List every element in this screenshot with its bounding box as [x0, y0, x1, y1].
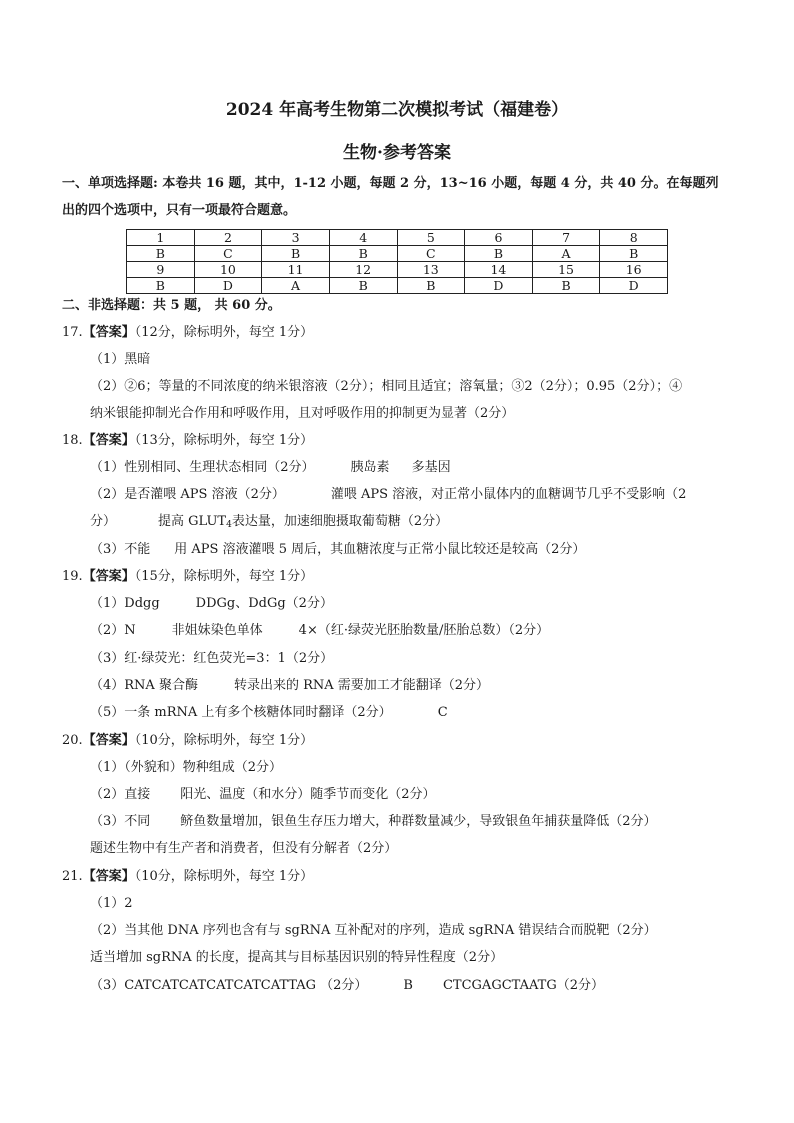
- q17-header: [62, 324, 313, 341]
- q18-score-note: （13分，除标明外，每空 1分）: [134, 433, 314, 448]
- table-cell: B: [465, 246, 533, 262]
- table-cell: B: [127, 246, 195, 262]
- q20-answer-1: （1）（外貌和）物种组成（2分）: [90, 760, 283, 775]
- table-cell: B: [329, 278, 397, 294]
- table-cell: B: [329, 246, 397, 262]
- q20-header: [62, 732, 313, 749]
- page-title: 2024 年高考生物第二次模拟考试（福建卷）: [225, 100, 569, 120]
- q20-answer-3-line1: [90, 813, 657, 830]
- q18-answer-2a: （2）是否灌喂 APS 溶液（2分）: [90, 487, 285, 502]
- table-cell: 16: [600, 262, 668, 278]
- section1-intro-line1: 一、单项选择题: 本卷共 16 题，其中，1-12 小题，每题 2 分，13~16 小题，每题 4 分，共 40 分。在每题列: [62, 176, 719, 191]
- q19-answer-5b: C: [437, 705, 448, 720]
- q19-answer-2c: 4×（红·绿荧光胚胎数量/胚胎总数）（2分）: [298, 623, 550, 638]
- q19-answer-tag: 【答案】: [82, 569, 135, 584]
- q21-answer-3b: B: [403, 978, 413, 993]
- q18-answer-1c: 多基因: [411, 460, 451, 475]
- q17-score-note: （12分，除标明外，每空 1分）: [134, 325, 314, 340]
- q21-answer-2-line1: （2）当其他 DNA 序列也含有与 sgRNA 互补配对的序列，造成 sgRNA 错误结合而脱靶（2分）: [90, 923, 657, 938]
- q19-answer-4a: （4）RNA 聚合酶: [90, 678, 198, 693]
- table-row: [127, 246, 668, 262]
- table-cell: B: [127, 278, 195, 294]
- table-cell: 15: [532, 262, 600, 278]
- q18-answer-2b: 灌喂 APS 溶液，对正常小鼠体内的血糖调节几乎不受影响（2: [330, 487, 687, 502]
- q19-answer-1b: DDGg、DdGg（2分）: [195, 596, 333, 611]
- table-row: [127, 278, 668, 294]
- page-subtitle: 生物·参考答案: [343, 143, 451, 163]
- q18-answer-2e: 表达量，加速细胞摄取葡萄糖（2分）: [231, 514, 449, 529]
- table-cell: 4: [329, 230, 397, 246]
- table-cell: 10: [194, 262, 262, 278]
- table-row: [127, 230, 668, 246]
- q20-answer-2b: 阳光、温度（和水分）随季节而变化（2分）: [180, 787, 436, 802]
- table-cell: 14: [465, 262, 533, 278]
- table-cell: D: [600, 278, 668, 294]
- q18-answer-1: [90, 459, 451, 476]
- q20-number: 20.: [62, 733, 83, 748]
- q19-score-note: （15分，除标明外，每空 1分）: [134, 569, 314, 584]
- q18-answer-3b: 用 APS 溶液灌喂 5 周后，其血糖浓度与正常小鼠比较还是较高（2分）: [174, 542, 586, 557]
- section2-intro: 二、非选择题：共 5 题， 共 60 分。: [62, 298, 281, 313]
- answer-table: [126, 229, 668, 294]
- q21-answer-1: （1）2: [90, 896, 133, 911]
- q19-answer-1a: （1）Ddgg: [90, 596, 160, 611]
- q21-header: [62, 868, 313, 885]
- q21-answer-3: [90, 977, 604, 994]
- q20-answer-3b: 鲚鱼数量增加，银鱼生存压力增大，种群数量减少，导致银鱼年捕获量降低（2分）: [180, 814, 657, 829]
- q18-answer-3: [90, 541, 585, 558]
- section1-intro-line2: 出的四个选项中，只有一项最符合题意。: [62, 203, 297, 218]
- q18-answer-2-line2: [90, 513, 448, 530]
- table-cell: 6: [465, 230, 533, 246]
- table-cell: B: [397, 278, 465, 294]
- q19-header: [62, 568, 313, 585]
- q19-answer-3: （3）红·绿荧光：红色荧光=3：1（2分）: [90, 651, 334, 666]
- q18-answer-2d: 提高 GLUT: [158, 514, 227, 529]
- q19-answer-2a: （2）N: [90, 623, 136, 638]
- q17-answer-2-line2: 纳米银能抑制光合作用和呼吸作用，且对呼吸作用的抑制更为显著（2分）: [90, 406, 515, 421]
- q18-answer-1a: （1）性别相同、生理状态相同（2分）: [90, 460, 315, 475]
- table-cell: C: [397, 246, 465, 262]
- q20-answer-2: [90, 786, 436, 803]
- table-cell: 3: [262, 230, 330, 246]
- q21-number: 21.: [62, 869, 83, 884]
- table-cell: 2: [194, 230, 262, 246]
- table-cell: 5: [397, 230, 465, 246]
- q18-subscript: 4: [226, 520, 232, 530]
- table-cell: A: [262, 278, 330, 294]
- table-cell: C: [194, 246, 262, 262]
- table-cell: 8: [600, 230, 668, 246]
- table-cell: D: [465, 278, 533, 294]
- q18-answer-2c: 分）: [90, 514, 117, 529]
- q19-answer-1: [90, 595, 333, 612]
- q20-score-note: （10分，除标明外，每空 1分）: [134, 733, 314, 748]
- q17-answer-tag: 【答案】: [82, 325, 135, 340]
- table-cell: 7: [532, 230, 600, 246]
- q18-answer-3a: （3）不能: [90, 542, 151, 557]
- table-cell: 13: [397, 262, 465, 278]
- q21-answer-3a: （3）CATCATCATCATCATCATTAG （2分）: [90, 978, 368, 993]
- q19-answer-2b: 非姐妹染色单体: [171, 623, 263, 638]
- q19-answer-4b: 转录出来的 RNA 需要加工才能翻译（2分）: [233, 678, 490, 693]
- table-cell: B: [262, 246, 330, 262]
- q19-number: 19.: [62, 569, 83, 584]
- q18-answer-tag: 【答案】: [82, 433, 135, 448]
- q20-answer-tag: 【答案】: [82, 733, 135, 748]
- q21-answer-tag: 【答案】: [82, 869, 135, 884]
- q18-answer-1b: 胰岛素: [350, 460, 390, 475]
- q21-score-note: （10分，除标明外，每空 1分）: [134, 869, 314, 884]
- table-cell: B: [532, 278, 600, 294]
- q17-number: 17.: [62, 325, 83, 340]
- table-cell: 1: [127, 230, 195, 246]
- q19-answer-4: [90, 677, 489, 694]
- table-cell: D: [194, 278, 262, 294]
- table-cell: 11: [262, 262, 330, 278]
- table-cell: B: [600, 246, 668, 262]
- q18-header: [62, 432, 313, 449]
- table-cell: 12: [329, 262, 397, 278]
- q19-answer-5: [90, 704, 448, 721]
- q18-number: 18.: [62, 433, 83, 448]
- q19-answer-5a: （5）一条 mRNA 上有多个核糖体同时翻译（2分）: [90, 705, 392, 720]
- table-cell: 9: [127, 262, 195, 278]
- q17-answer-2-line1: （2）②6；等量的不同浓度的纳米银溶液（2分）；相同且适宜；溶氧量；③2（2分）；0.95（2分）；④: [90, 379, 683, 394]
- q20-answer-3a: （3）不同: [90, 814, 151, 829]
- q19-answer-2: [90, 622, 549, 639]
- q20-answer-3-line2: 题述生物中有生产者和消费者，但没有分解者（2分）: [90, 841, 398, 856]
- table-cell: A: [532, 246, 600, 262]
- q20-answer-2a: （2）直接: [90, 787, 151, 802]
- q21-answer-2-line2: 适当增加 sgRNA 的长度，提高其与目标基因识别的特异性程度（2分）: [90, 950, 504, 965]
- table-row: [127, 262, 668, 278]
- q18-answer-2-line1: [90, 486, 686, 503]
- q21-answer-3c: CTCGAGCTAATG（2分）: [442, 978, 605, 993]
- q17-answer-1: （1）黑暗: [90, 352, 151, 367]
